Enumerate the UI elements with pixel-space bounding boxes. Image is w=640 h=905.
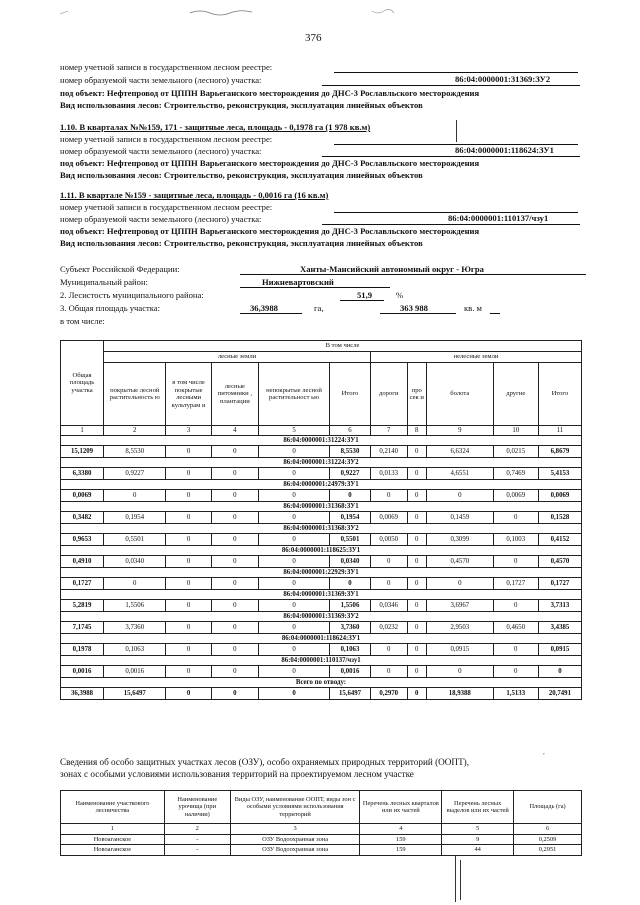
- table-row: [61, 644, 582, 656]
- table-row: [61, 600, 582, 612]
- plot-code-row: 86:04:0000001:31224:ЗУ2: [61, 458, 582, 468]
- table-cell: 0: [166, 666, 211, 678]
- object-description: под объект: Нефтепровод от ЦППН Варьеганского месторождения до ДНС-3 Рославльского месторождения: [60, 158, 480, 168]
- table-cell: 0: [426, 578, 493, 590]
- table-cell: 7,1745: [61, 622, 104, 634]
- header-col: Виды ОЗУ, наименование ООПТ, виды зон с особыми условиями использования территорий: [230, 791, 360, 824]
- land-area-table: [60, 340, 582, 700]
- table-cell: 0: [259, 446, 330, 458]
- table-cell: 0,1978: [61, 644, 104, 656]
- column-number: 5: [259, 426, 330, 436]
- header-col: Наименование участкового лесничества: [61, 791, 165, 824]
- column-number: 9: [426, 426, 493, 436]
- underline: [340, 300, 384, 301]
- area-ha-value: 36,3988: [250, 303, 278, 313]
- table-cell: 0: [211, 512, 258, 524]
- table-cell: 0: [166, 446, 211, 458]
- table-cell: 0: [259, 468, 330, 480]
- table-cell: 15,1209: [61, 446, 104, 458]
- usage-type: Вид использования лесов: Строительство, реконструкция, эксплуатация линейных объектов: [60, 170, 423, 180]
- table-cell: 0: [426, 490, 493, 502]
- table-cell: 0,5501: [104, 534, 166, 546]
- column-number: 6: [514, 824, 582, 835]
- table-cell: 0,5501: [330, 534, 371, 546]
- table-cell: -: [164, 834, 230, 845]
- area-label: 3. Общая площадь участка:: [60, 303, 161, 313]
- table-cell: 0: [166, 622, 211, 634]
- underline: [490, 313, 500, 314]
- table-cell: 0: [211, 622, 258, 634]
- table-cell: 0: [259, 666, 330, 678]
- table-cell: 0: [166, 468, 211, 480]
- table-cell: 0,1727: [493, 578, 538, 590]
- table-cell: 0,0340: [330, 556, 371, 568]
- table-cell: 159: [360, 834, 442, 845]
- table-cell: 6,8679: [538, 446, 581, 458]
- plot-number-label: номер образуемой части земельного (лесного) участка:: [60, 214, 262, 224]
- table-cell: 0: [259, 556, 330, 568]
- header-col: лесные питомники , плантации: [211, 363, 258, 426]
- table-cell: 0,0016: [61, 666, 104, 678]
- table-cell: 0: [407, 644, 426, 656]
- column-number: 7: [370, 426, 407, 436]
- section-title: 1.10. В кварталах №№159, 171 - защитные леса, площадь - 0,1978 га (1 978 кв.м): [60, 122, 371, 132]
- table-cell: 0: [370, 490, 407, 502]
- plot-number-label: номер образуемой части земельного (лесного) участка:: [60, 146, 262, 156]
- table-cell: 0,0069: [493, 490, 538, 502]
- plot-code: 86:04:0000001:31369:ЗУ2: [455, 74, 551, 84]
- underline: [240, 274, 586, 275]
- header-col: дороги: [370, 363, 407, 426]
- table-cell: 0: [407, 468, 426, 480]
- underline: [334, 72, 578, 73]
- total-cell: 0: [407, 688, 426, 700]
- column-number: 4: [211, 426, 258, 436]
- table-cell: 0,2140: [370, 446, 407, 458]
- table-cell: 0,0069: [370, 512, 407, 524]
- table-cell: 0,0016: [330, 666, 371, 678]
- plot-code-row: 86:04:0000001:118624:ЗУ1: [61, 634, 582, 644]
- plot-code-row: 86:04:0000001:31368:ЗУ1: [61, 502, 582, 512]
- table-cell: 0,1063: [330, 644, 371, 656]
- header-col: в том числе покрытые лесными культурам и: [166, 363, 211, 426]
- column-number: 4: [360, 824, 442, 835]
- table-cell: 0: [407, 490, 426, 502]
- table-cell: 0,9653: [61, 534, 104, 546]
- table-cell: 8,5530: [104, 446, 166, 458]
- plot-number-label: номер образуемой части земельного (лесного) участка:: [60, 75, 262, 85]
- table-cell: 0,3099: [426, 534, 493, 546]
- table-cell: 0: [370, 578, 407, 590]
- table-cell: 1,5506: [104, 600, 166, 612]
- table-cell: 0,1954: [330, 512, 371, 524]
- table-cell: 0,4650: [493, 622, 538, 634]
- header-col: Наименование урочища (при наличии): [164, 791, 230, 824]
- table-cell: 0: [493, 666, 538, 678]
- total-cell: 36,3988: [61, 688, 104, 700]
- column-number: 2: [164, 824, 230, 835]
- table-cell: 0,1063: [104, 644, 166, 656]
- table-cell: Новоаганское: [61, 834, 165, 845]
- municipal-value: Нижневартовский: [262, 277, 334, 287]
- table-cell: 9: [442, 834, 514, 845]
- underline: [240, 287, 390, 288]
- table-cell: 0,4570: [538, 556, 581, 568]
- table-cell: 3,7360: [330, 622, 371, 634]
- table-cell: 3,7313: [538, 600, 581, 612]
- table-cell: 0,0915: [426, 644, 493, 656]
- table-cell: 0,0050: [370, 534, 407, 546]
- table-cell: 0: [493, 556, 538, 568]
- table-cell: 0: [407, 578, 426, 590]
- column-number: 1: [61, 426, 104, 436]
- table-cell: 0: [370, 666, 407, 678]
- ozu-text-line1: Сведения об особо защитных участках лесов (ОЗУ), особо охраняемых природных территорий (ООПТ),: [60, 757, 470, 767]
- table-cell: 0,9227: [104, 468, 166, 480]
- column-number: 2: [104, 426, 166, 436]
- subject-label: Субъект Российской Федерации:: [60, 264, 180, 274]
- table-cell: 0: [166, 534, 211, 546]
- header-col: Площадь (га): [514, 791, 582, 824]
- record-number-label: номер учетной записи в государственном лесном реестре:: [60, 62, 273, 72]
- table-cell: 0: [259, 622, 330, 634]
- table-cell: 0: [166, 512, 211, 524]
- table-cell: 0,1003: [493, 534, 538, 546]
- table-cell: 0: [493, 512, 538, 524]
- table-cell: 0,2951: [514, 845, 582, 856]
- underline: [380, 313, 456, 314]
- table-cell: 0: [166, 578, 211, 590]
- table-cell: ОЗУ Водоохранная зона: [230, 834, 360, 845]
- total-cell: 15,6497: [104, 688, 166, 700]
- table-cell: 0: [259, 512, 330, 524]
- header-col: болота: [426, 363, 493, 426]
- total-cell: 15,6497: [330, 688, 371, 700]
- table-cell: 0: [211, 666, 258, 678]
- table-cell: 1,5506: [330, 600, 371, 612]
- scan-artifacts: [0, 6, 640, 20]
- table-cell: 0,1459: [426, 512, 493, 524]
- header-col: непокрытые лесной растительност ью: [259, 363, 330, 426]
- table-row: [61, 845, 582, 856]
- table-row: [61, 490, 582, 502]
- table-cell: 0,9227: [330, 468, 371, 480]
- forest-cover-unit: %: [396, 290, 404, 300]
- section-title: 1.11. В квартале №159 - защитные леса, площадь - 0,0016 га (16 кв.м): [60, 190, 329, 200]
- area-m-unit: кв. м: [464, 303, 482, 313]
- underline: [322, 224, 580, 225]
- plot-code-row: 86:04:0000001:31368:ЗУ2: [61, 524, 582, 534]
- table-cell: 0: [166, 600, 211, 612]
- table-cell: 0: [407, 556, 426, 568]
- table-cell: 0: [330, 490, 371, 502]
- total-cell: 18,9388: [426, 688, 493, 700]
- underline: [240, 313, 302, 314]
- subject-value: Ханты-Мансийский автономный округ - Югра: [300, 264, 484, 274]
- table-cell: 0: [166, 644, 211, 656]
- plot-code-row: 86:04:0000001:24979:ЗУ1: [61, 480, 582, 490]
- table-cell: 0: [538, 666, 581, 678]
- table-cell: 0: [407, 534, 426, 546]
- table-cell: ОЗУ Водоохранная зона: [230, 845, 360, 856]
- margin-mark: [456, 120, 457, 142]
- ozu-text-line2: зонах с особыми условиями использования территорий на проектируемом лесном участке: [60, 769, 414, 779]
- plot-code-row: 86:04:0000001:31369:ЗУ2: [61, 612, 582, 622]
- column-number: 6: [330, 426, 371, 436]
- table-cell: 0: [211, 556, 258, 568]
- table-cell: 0,4152: [538, 534, 581, 546]
- table-row: [61, 534, 582, 546]
- table-cell: 44: [442, 845, 514, 856]
- table-cell: 0: [259, 600, 330, 612]
- total-cell: 0: [166, 688, 211, 700]
- table-cell: 0,0346: [370, 600, 407, 612]
- table-cell: 0: [259, 490, 330, 502]
- table-cell: 0,1528: [538, 512, 581, 524]
- table-cell: 0: [104, 578, 166, 590]
- header-col: Итого: [330, 363, 371, 426]
- header-including: В том числе: [104, 341, 582, 352]
- table-cell: 4,6551: [426, 468, 493, 480]
- table-cell: 0: [211, 578, 258, 590]
- table-cell: 0,0133: [370, 468, 407, 480]
- table-row: [61, 556, 582, 568]
- table-cell: Новоаганское: [61, 845, 165, 856]
- header-total-area: Общая площадь участка: [61, 341, 104, 426]
- table-cell: 0,2509: [514, 834, 582, 845]
- table-row: [61, 446, 582, 458]
- table-cell: 0,0340: [104, 556, 166, 568]
- total-row: [61, 688, 582, 700]
- table-cell: 0: [211, 644, 258, 656]
- margin-mark: [460, 860, 461, 900]
- total-cell: 20,7491: [538, 688, 581, 700]
- plot-code-row: 86:04:0000001:118625:ЗУ1: [61, 546, 582, 556]
- table-cell: 0,1727: [61, 578, 104, 590]
- total-label: Всего по отводу:: [61, 678, 582, 688]
- table-cell: 0: [259, 578, 330, 590]
- underline: [322, 85, 580, 86]
- table-cell: 0,0232: [370, 622, 407, 634]
- plot-code-row: 86:04:0000001:22929:ЗУ1: [61, 568, 582, 578]
- table-cell: 0: [370, 644, 407, 656]
- table-cell: 0: [211, 446, 258, 458]
- table-cell: 0: [166, 556, 211, 568]
- table-cell: 0: [426, 666, 493, 678]
- table-cell: 0,0215: [493, 446, 538, 458]
- table-cell: 0: [211, 468, 258, 480]
- table-cell: 5,4153: [538, 468, 581, 480]
- plot-code: 86:04:0000001:110137/чзу1: [448, 213, 549, 223]
- table-cell: 0,0915: [538, 644, 581, 656]
- table-cell: 0,4570: [426, 556, 493, 568]
- table-cell: 0: [407, 512, 426, 524]
- plot-code: 86:04:0000001:118624:ЗУ1: [455, 145, 554, 155]
- table-cell: -: [164, 845, 230, 856]
- table-cell: 8,5530: [330, 446, 371, 458]
- usage-type: Вид использования лесов: Строительство, реконструкция, эксплуатация линейных объектов: [60, 100, 423, 110]
- record-number-label: номер учетной записи в государственном лесном реестре:: [60, 134, 273, 144]
- table-cell: 3,7360: [104, 622, 166, 634]
- header-col: Итого: [538, 363, 581, 426]
- table-row: [61, 512, 582, 524]
- table-cell: 0,1954: [104, 512, 166, 524]
- plot-code-row: 86:04:0000001:110137/чзу1: [61, 656, 582, 666]
- column-number: 5: [442, 824, 514, 835]
- table-cell: 0,7469: [493, 468, 538, 480]
- area-ha-unit: га,: [314, 303, 324, 313]
- table-row: [61, 468, 582, 480]
- header-col: Перечень лесных кварталов или их частей: [360, 791, 442, 824]
- table-row: [61, 666, 582, 678]
- column-number: 11: [538, 426, 581, 436]
- table-cell: 0: [330, 578, 371, 590]
- table-cell: 0: [407, 446, 426, 458]
- table-cell: 0: [259, 534, 330, 546]
- header-col: другие: [493, 363, 538, 426]
- table-cell: 0,0016: [104, 666, 166, 678]
- object-description: под объект: Нефтепровод от ЦППН Варьеганского месторождения до ДНС-3 Рославльского месторождения: [60, 226, 480, 236]
- table-cell: 3,4385: [538, 622, 581, 634]
- header-nonforest-lands: нелесные земли: [370, 352, 581, 363]
- table-cell: 0: [407, 622, 426, 634]
- table-row: [61, 622, 582, 634]
- table-cell: 0: [211, 490, 258, 502]
- margin-mark: [455, 856, 456, 902]
- record-number-label: номер учетной записи в государственном лесном реестре:: [60, 202, 273, 212]
- table-cell: 0,3482: [61, 512, 104, 524]
- table-cell: 6,3380: [61, 468, 104, 480]
- column-number: 1: [61, 824, 165, 835]
- usage-type: Вид использования лесов: Строительство, реконструкция, эксплуатация линейных объектов: [60, 238, 423, 248]
- area-m-value: 363 988: [400, 303, 428, 313]
- forest-cover-label: 2. Лесистость муниципального района:: [60, 290, 204, 300]
- plot-code-row: 86:04:0000001:31369:ЗУ1: [61, 590, 582, 600]
- table-cell: 0: [259, 644, 330, 656]
- table-cell: 0,0069: [538, 490, 581, 502]
- header-col: покрытые лесной растительность ю: [104, 363, 166, 426]
- column-number: 8: [407, 426, 426, 436]
- table-cell: 5,2819: [61, 600, 104, 612]
- table-cell: 0: [493, 644, 538, 656]
- total-cell: 0: [259, 688, 330, 700]
- table-cell: 159: [360, 845, 442, 856]
- column-number: 10: [493, 426, 538, 436]
- scan-mark: ,: [543, 748, 545, 756]
- table-row: [61, 578, 582, 590]
- page-number: 376: [305, 32, 322, 44]
- forest-cover-value: 51,9: [357, 290, 373, 300]
- table-cell: 0,1727: [538, 578, 581, 590]
- table-cell: 0: [407, 600, 426, 612]
- column-number: 3: [230, 824, 360, 835]
- table-cell: 0: [370, 556, 407, 568]
- table-cell: 2,9503: [426, 622, 493, 634]
- including-label: в том числе:: [60, 316, 105, 326]
- table-cell: 0: [104, 490, 166, 502]
- table-cell: 0: [407, 666, 426, 678]
- table-cell: 0: [493, 600, 538, 612]
- total-cell: 0: [211, 688, 258, 700]
- table-cell: 0,4910: [61, 556, 104, 568]
- table-cell: 0: [211, 600, 258, 612]
- table-cell: 6,6324: [426, 446, 493, 458]
- underline: [322, 156, 580, 157]
- header-col: Перечень лесных выделов или их частей: [442, 791, 514, 824]
- table-cell: 0: [166, 490, 211, 502]
- municipal-label: Муниципальный район:: [60, 277, 148, 287]
- object-description: под объект: Нефтепровод от ЦППН Варьеганского месторождения до ДНС-3 Рославльского месторождения: [60, 88, 480, 98]
- table-cell: 0: [211, 534, 258, 546]
- header-col: про сек и: [407, 363, 426, 426]
- ozu-table: [60, 790, 582, 856]
- table-row: [61, 834, 582, 845]
- header-forest-lands: лесные земли: [104, 352, 371, 363]
- column-number: 3: [166, 426, 211, 436]
- table-cell: 3,6967: [426, 600, 493, 612]
- total-cell: 1,5133: [493, 688, 538, 700]
- plot-code-row: 86:04:0000001:31224:ЗУ1: [61, 436, 582, 446]
- table-cell: 0,0069: [61, 490, 104, 502]
- total-cell: 0,2970: [370, 688, 407, 700]
